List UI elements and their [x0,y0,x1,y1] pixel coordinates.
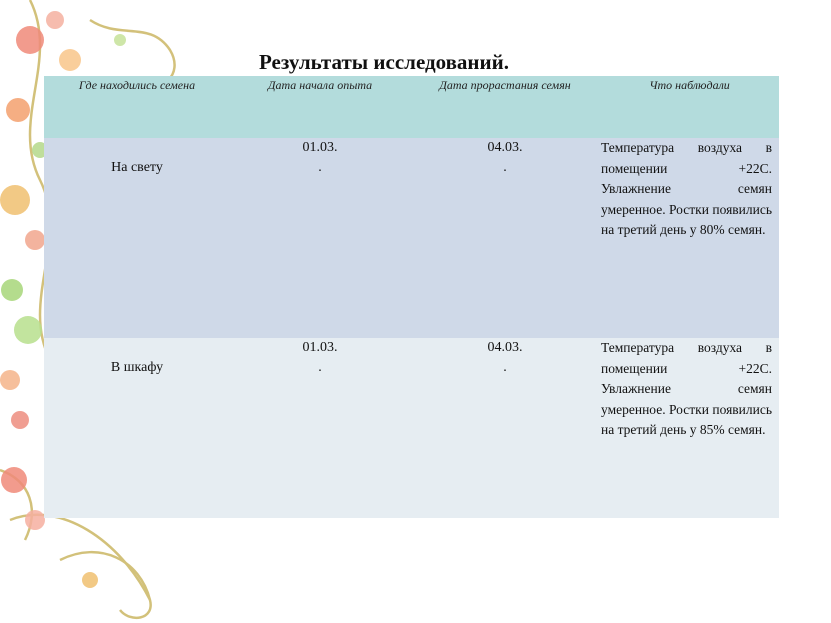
cell-sprout-date: 04.03. [487,140,523,155]
cell-observation: Температура воздуха в помещении +22С. Увлажнение семян умеренное. Ростки появились на третий день у 85% семян. [601,340,772,437]
cell-observation: Температура воздуха в помещении +22С. Увлажнение семян умеренное. Ростки появились на третий день у 80% семян. [601,140,772,237]
cell-sprout-date: 04.03. [487,340,523,355]
results-table [44,76,779,518]
page-title: Результаты исследований. [259,50,509,74]
cell-start-date: 01.03. [302,340,338,355]
cell-sprout-date-dot: . [503,360,507,375]
cell-place: На свету [111,160,163,175]
header-cell-seed-location: Где находились семена [78,78,196,92]
header-cell-start-date: Дата начала опыта [267,78,373,92]
header-cell-observation: Что наблюдали [649,78,730,92]
cell-start-date: 01.03. [302,140,338,155]
header-cell-sprout-date: Дата прорастания семян [439,78,571,92]
cell-start-date-dot: . [318,360,322,375]
table-row [44,338,779,518]
cell-place: В шкафу [110,360,164,375]
table-header-row [44,76,779,138]
cell-sprout-date-dot: . [503,160,507,175]
table-row [44,138,779,338]
cell-start-date-dot: . [318,160,322,175]
